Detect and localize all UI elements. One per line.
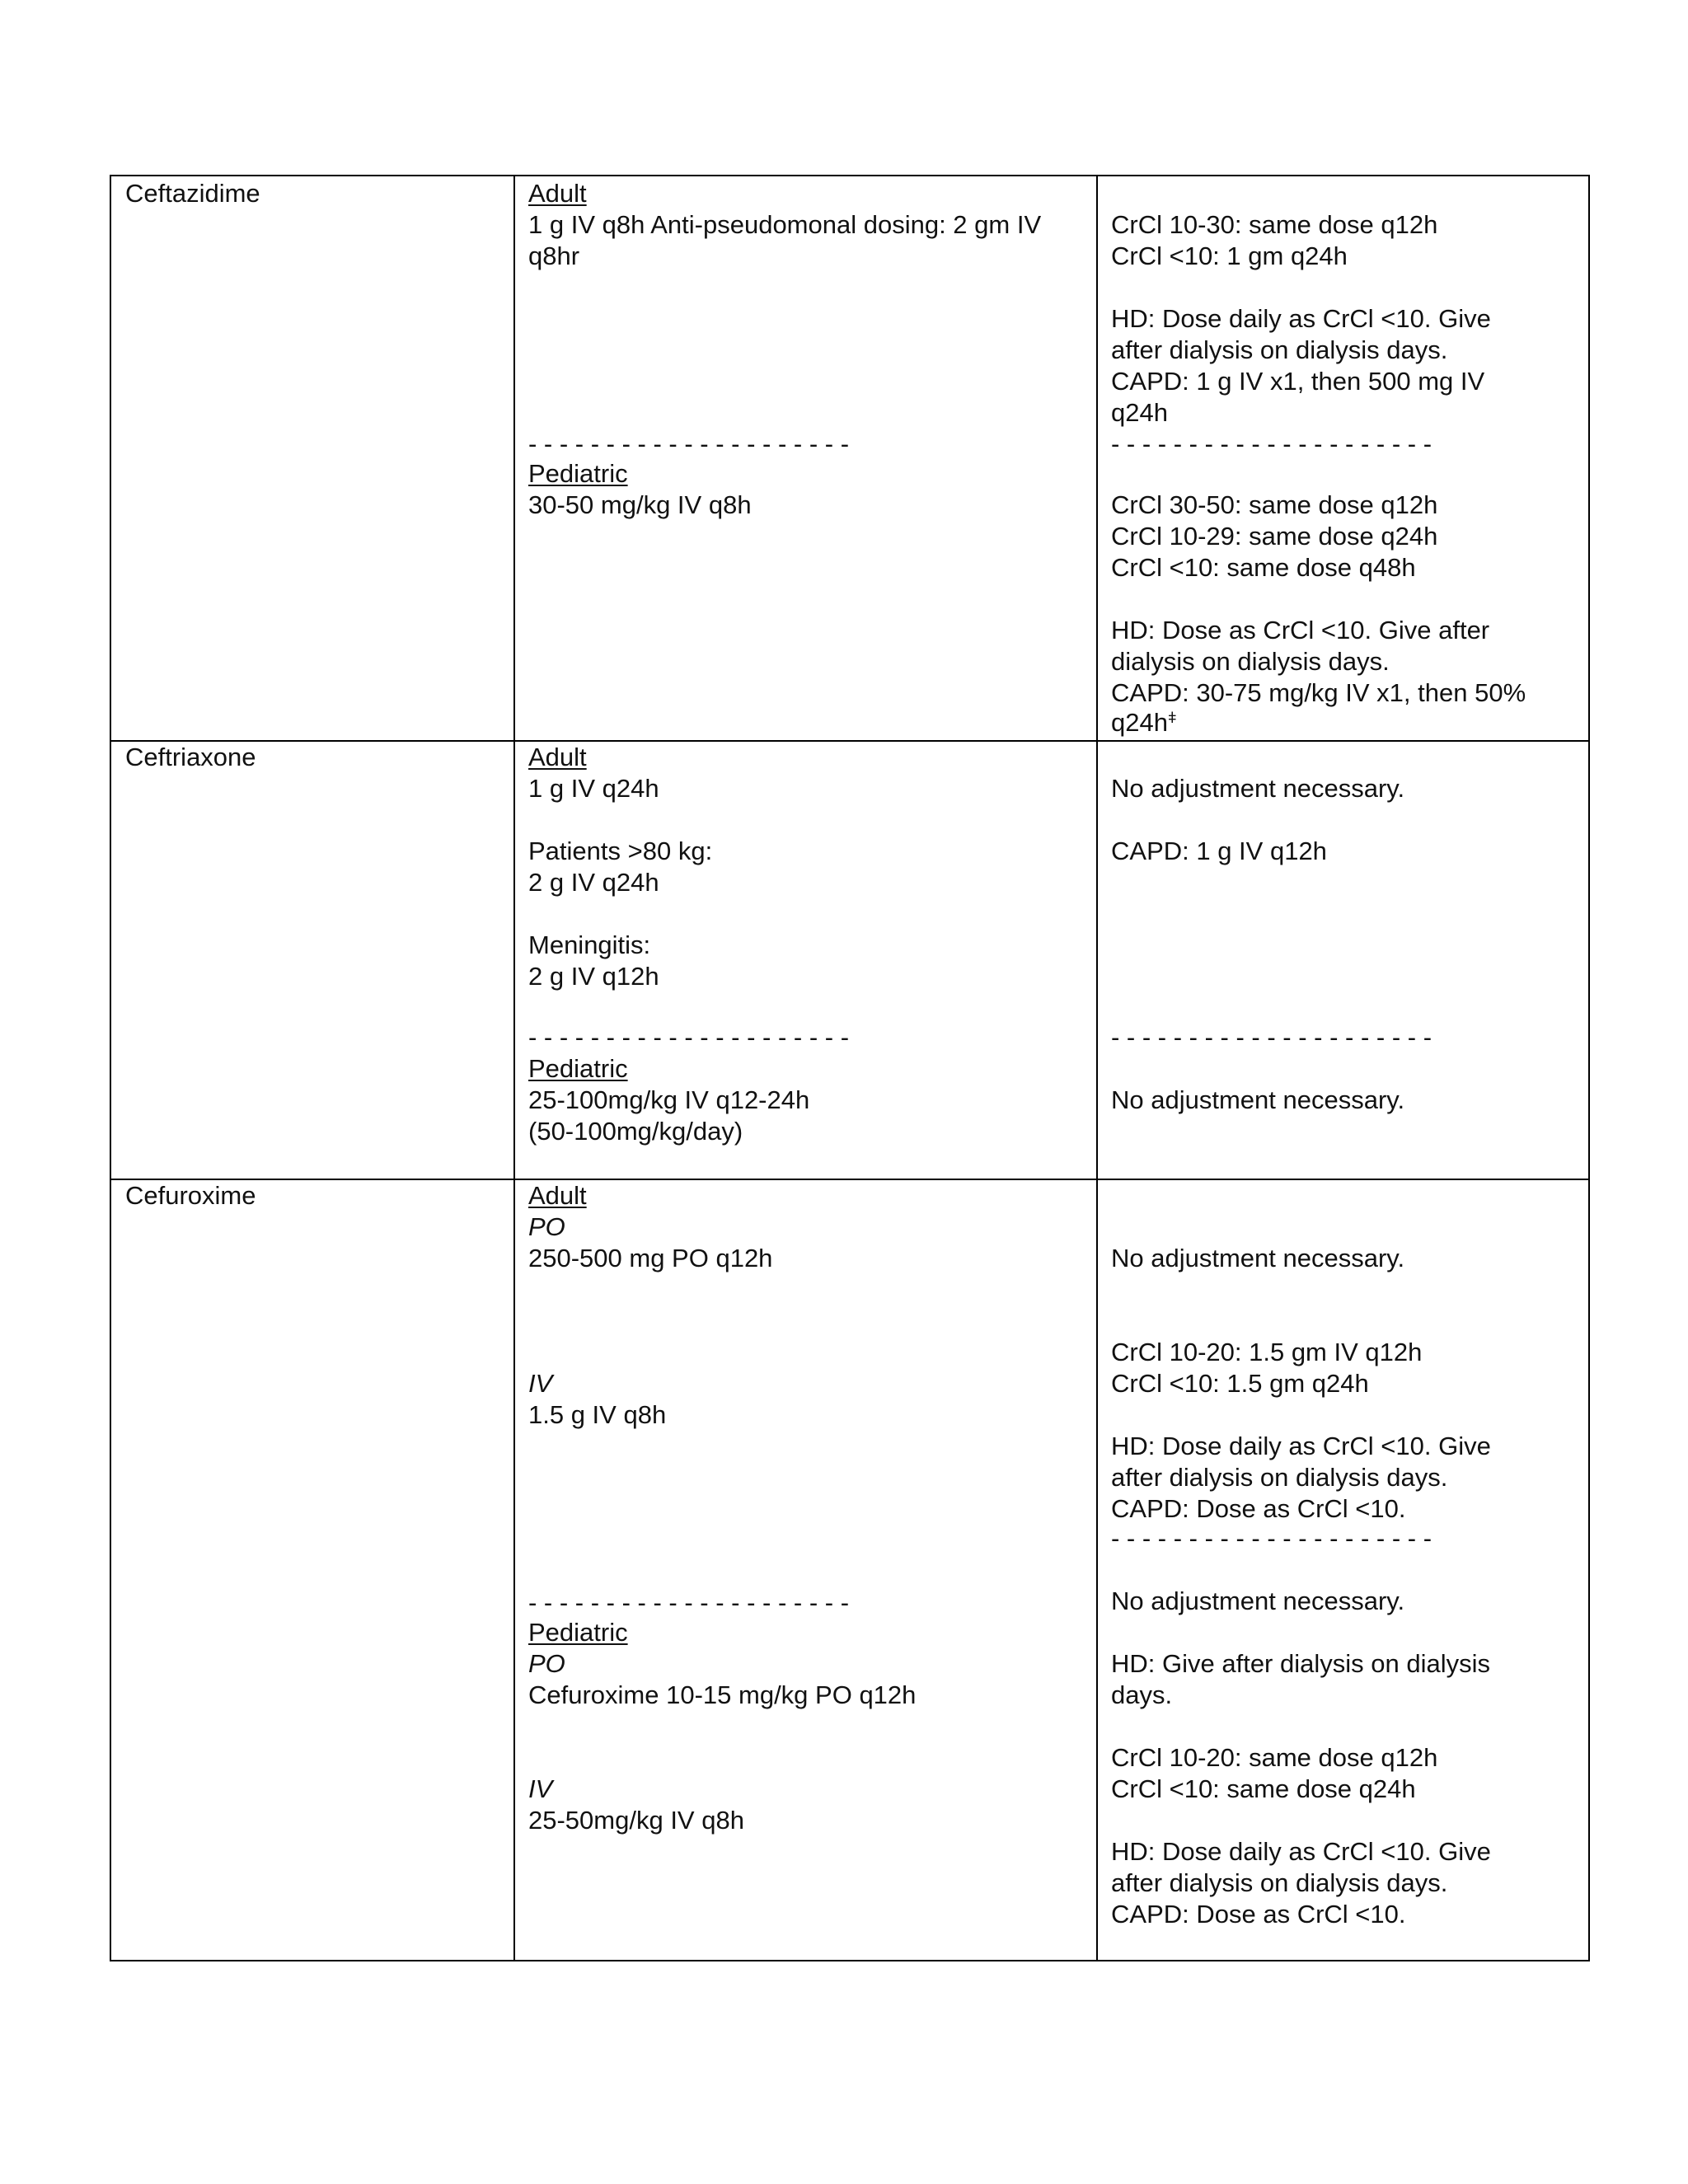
adult-dose-line: Meningitis:: [528, 930, 651, 959]
renal-adjustment-line: CAPD: Dose as CrCl <10.: [1111, 1494, 1406, 1523]
renal-adjustment-line: [1111, 707, 1176, 738]
renal-adjustment-line: HD: Give after dialysis on dialysis: [1111, 1649, 1490, 1678]
column-divider-1: [513, 175, 515, 1961]
pediatric-heading: Pediatric: [528, 459, 628, 488]
table-border-top: [110, 175, 1589, 176]
renal-adjustment-line: No adjustment necessary.: [1111, 774, 1405, 803]
dashed-separator: - - - - - - - - - - - - - - - - - - - - -: [1111, 1023, 1432, 1052]
adult-dose-line: 1.5 g IV q8h: [528, 1400, 667, 1429]
adult-dose-line: Patients >80 kg:: [528, 837, 713, 865]
adult-heading: Adult: [528, 179, 587, 208]
dashed-separator: - - - - - - - - - - - - - - - - - - - - -: [1111, 1524, 1432, 1553]
renal-adjustment-line: CrCl <10: same dose q48h: [1111, 553, 1416, 582]
renal-adjustment-line: No adjustment necessary.: [1111, 1085, 1405, 1114]
route-label-po: PO: [528, 1212, 565, 1241]
renal-adjustment-line: q24h: [1111, 398, 1168, 427]
drug-name: Ceftazidime: [125, 179, 260, 208]
renal-adjustment-line: after dialysis on dialysis days.: [1111, 1868, 1448, 1897]
table-border-bottom: [110, 1960, 1589, 1961]
renal-adjustment-line: CAPD: Dose as CrCl <10.: [1111, 1900, 1406, 1929]
renal-adjustment-line: HD: Dose daily as CrCl <10. Give: [1111, 304, 1491, 333]
adult-dose-line: 1 g IV q8h Anti-pseudomonal dosing: 2 gm IV: [528, 210, 1042, 239]
adult-dose-line: 2 g IV q24h: [528, 868, 659, 897]
renal-adjustment-line: dialysis on dialysis days.: [1111, 647, 1390, 676]
pediatric-dose-line: (50-100mg/kg/day): [528, 1117, 743, 1146]
column-divider-2: [1096, 175, 1098, 1961]
renal-adjustment-line: CrCl <10: same dose q24h: [1111, 1774, 1416, 1803]
row-divider-1: [110, 740, 1589, 742]
row-divider-2: [110, 1179, 1589, 1180]
drug-name: Ceftriaxone: [125, 743, 256, 771]
dashed-separator: - - - - - - - - - - - - - - - - - - - - -: [528, 1023, 850, 1052]
renal-adjustment-line: No adjustment necessary.: [1111, 1244, 1405, 1272]
route-label-iv: IV: [528, 1774, 553, 1803]
renal-adjustment-line: CrCl 10-20: 1.5 gm IV q12h: [1111, 1338, 1423, 1366]
pediatric-dose-line: 25-100mg/kg IV q12-24h: [528, 1085, 810, 1114]
renal-adjustment-line: HD: Dose daily as CrCl <10. Give: [1111, 1432, 1491, 1460]
renal-adjustment-line: after dialysis on dialysis days.: [1111, 1463, 1448, 1492]
pediatric-dose-line: Cefuroxime 10-15 mg/kg PO q12h: [528, 1680, 917, 1709]
renal-adjustment-line: CrCl 30-50: same dose q12h: [1111, 490, 1438, 519]
adult-heading: Adult: [528, 743, 587, 771]
renal-adjustment-line: HD: Dose daily as CrCl <10. Give: [1111, 1837, 1491, 1866]
dashed-separator: - - - - - - - - - - - - - - - - - - - - -: [528, 429, 850, 458]
adult-dose-line: 250-500 mg PO q12h: [528, 1244, 773, 1272]
dashed-separator: - - - - - - - - - - - - - - - - - - - - -: [528, 1588, 850, 1617]
adult-heading: Adult: [528, 1181, 587, 1210]
renal-adjustment-line: after dialysis on dialysis days.: [1111, 335, 1448, 364]
pediatric-dose-line: 25-50mg/kg IV q8h: [528, 1806, 744, 1835]
renal-adjustment-line: days.: [1111, 1680, 1173, 1709]
pediatric-heading: Pediatric: [528, 1054, 628, 1083]
renal-adjustment-line: CrCl 10-30: same dose q12h: [1111, 210, 1438, 239]
renal-adjustment-line: CAPD: 1 g IV x1, then 500 mg IV: [1111, 367, 1485, 396]
adult-dose-line: q8hr: [528, 241, 580, 270]
drug-name: Cefuroxime: [125, 1181, 256, 1210]
renal-adjustment-line: No adjustment necessary.: [1111, 1586, 1405, 1615]
renal-adjustment-line: CAPD: 1 g IV q12h: [1111, 837, 1327, 865]
table-border-left: [110, 175, 111, 1961]
renal-adjustment-line: CAPD: 30-75 mg/kg IV x1, then 50%: [1111, 678, 1526, 707]
pediatric-heading: Pediatric: [528, 1618, 628, 1647]
renal-adjustment-line: CrCl 10-29: same dose q24h: [1111, 522, 1438, 551]
renal-adjustment-line: HD: Dose as CrCl <10. Give after: [1111, 616, 1490, 644]
dashed-separator: - - - - - - - - - - - - - - - - - - - - -: [1111, 429, 1432, 458]
renal-adjustment-line: CrCl <10: 1.5 gm q24h: [1111, 1369, 1369, 1398]
footnote-mark: ǂ: [1167, 710, 1177, 726]
route-label-po: PO: [528, 1649, 565, 1678]
route-label-iv: IV: [528, 1369, 553, 1398]
renal-adjustment-line: CrCl 10-20: same dose q12h: [1111, 1743, 1438, 1772]
pediatric-dose-line: 30-50 mg/kg IV q8h: [528, 490, 752, 519]
renal-adjustment-text: q24h: [1111, 708, 1168, 737]
adult-dose-line: 1 g IV q24h: [528, 774, 659, 803]
table-border-right: [1588, 175, 1590, 1961]
adult-dose-line: 2 g IV q12h: [528, 962, 659, 991]
renal-adjustment-line: CrCl <10: 1 gm q24h: [1111, 241, 1348, 270]
